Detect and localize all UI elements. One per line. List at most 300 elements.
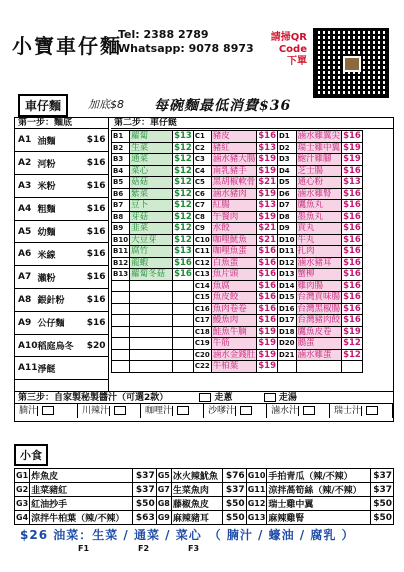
- item-price: $16: [258, 280, 276, 291]
- veg-line: $26 油菜：生菜 / 通菜 / 菜心 （ 腩汁 / 蠔油 / 腐乳 ）: [20, 528, 355, 542]
- step2-column: [111, 118, 393, 391]
- item-code: B6: [112, 188, 130, 200]
- item-name[interactable]: 炸魚皮: [30, 469, 133, 483]
- contact-info: [118, 28, 254, 56]
- item-code: C4: [193, 165, 211, 177]
- item-price: $16: [343, 280, 361, 291]
- item-name[interactable]: 魚腐: [211, 280, 257, 292]
- item-price: $12: [174, 177, 192, 187]
- item-code: A1: [15, 129, 38, 152]
- topping-row: [112, 326, 363, 338]
- step2-title: 第二步：車仔餸: [111, 118, 393, 129]
- item-code: A10: [15, 334, 38, 357]
- item-code: D17: [278, 316, 295, 324]
- item-code: D4: [277, 165, 296, 177]
- item-price: $50: [223, 511, 246, 525]
- noodle-base-table: [15, 129, 108, 380]
- topping-row: [112, 349, 363, 361]
- item-name[interactable]: 瑞士雞中翼: [267, 497, 370, 511]
- item-code: C8: [193, 211, 211, 223]
- item-price: $21: [258, 223, 276, 233]
- item-price: $13: [258, 142, 276, 153]
- item-price: $16: [343, 257, 361, 268]
- item-code: A6: [15, 243, 38, 266]
- item-price: $21: [258, 177, 276, 187]
- item-name[interactable]: 滷水豬大腸: [212, 154, 256, 164]
- item-name[interactable]: 菇菇: [130, 177, 173, 189]
- snack-row: [15, 497, 394, 511]
- item-code: G9: [156, 511, 171, 525]
- qr-code[interactable]: [313, 28, 389, 98]
- item-price: $12: [174, 142, 192, 153]
- item-code: A7: [15, 266, 38, 289]
- item-price: $12: [174, 234, 192, 245]
- item-price: $16: [84, 289, 108, 312]
- item-price: $19: [258, 349, 276, 360]
- item-price: $50: [223, 497, 246, 511]
- whatsapp[interactable]: Whatsapp: 9078 8973: [118, 42, 254, 55]
- item-code: D2: [277, 142, 296, 154]
- item-code: [277, 361, 296, 373]
- item-name[interactable]: 南乳豬手: [211, 165, 257, 177]
- item-price: $16: [343, 234, 361, 245]
- item-price: $16: [258, 303, 276, 314]
- item-code: B13: [113, 270, 129, 278]
- item-name[interactable]: 鮑汁雞腳: [296, 154, 342, 166]
- item-price: $16: [343, 131, 361, 141]
- item-name[interactable]: 芽菇: [130, 211, 173, 223]
- item-name[interactable]: 蘿蔔: [130, 131, 173, 143]
- item-code: D11: [278, 247, 295, 255]
- item-price: $19: [258, 326, 276, 337]
- topping-row: [112, 361, 363, 373]
- item-name: [296, 361, 342, 373]
- item-name[interactable]: 滷水雞蛋: [296, 349, 342, 361]
- item-name[interactable]: 腐竹: [130, 246, 173, 258]
- item-price: $16: [84, 243, 108, 266]
- item-code: B11: [113, 247, 129, 255]
- item-price: [173, 326, 194, 338]
- item-name[interactable]: 鰻魚肉: [211, 315, 257, 327]
- item-name[interactable]: 菜心: [130, 165, 173, 177]
- item-name[interactable]: 豆卜: [130, 200, 173, 212]
- sauce-option[interactable]: [330, 404, 393, 418]
- item-name: [130, 303, 173, 315]
- snack-row: [15, 483, 394, 497]
- topping-row: [112, 142, 363, 154]
- item-name: 米粉: [38, 175, 84, 198]
- checkbox[interactable]: [177, 406, 189, 415]
- item-name: 幼麵: [38, 220, 84, 243]
- item-price: $19: [258, 165, 276, 176]
- item-name[interactable]: 藤椒魚皮: [171, 497, 222, 511]
- item-price: $50: [370, 497, 393, 511]
- menu-main: [14, 117, 394, 392]
- step1-title: 第一步：麵底: [15, 118, 108, 129]
- noodle-base-row[interactable]: [15, 311, 108, 334]
- noodle-base-row[interactable]: [15, 289, 108, 312]
- item-name[interactable]: 生菜: [130, 142, 173, 154]
- item-code: [112, 292, 130, 304]
- item-price: $12: [174, 211, 192, 222]
- item-name: 油麵: [38, 129, 84, 152]
- step3-title: 第三步：自家製秘製醬汁（可選2款）: [18, 393, 169, 403]
- item-name[interactable]: 韭菜豬紅: [30, 483, 133, 497]
- step1-column: [15, 118, 109, 391]
- item-code: D1: [277, 131, 296, 143]
- noodle-base-row[interactable]: [15, 152, 108, 175]
- item-name[interactable]: 貢丸: [296, 223, 342, 235]
- item-code: [112, 349, 130, 361]
- checkbox[interactable]: [114, 406, 126, 415]
- item-code: C20: [194, 350, 210, 359]
- item-name[interactable]: 雞肉腸: [296, 280, 342, 292]
- item-price: $16: [84, 197, 108, 220]
- item-price: $20: [84, 334, 108, 357]
- snack-section: [14, 444, 394, 525]
- item-code: [112, 280, 130, 292]
- item-price: $19: [258, 211, 276, 222]
- item-code: D5: [277, 177, 296, 189]
- item-name: 銀針粉: [38, 289, 84, 312]
- topping-row: [112, 315, 363, 327]
- item-price: $16: [174, 257, 192, 268]
- noodle-base-row[interactable]: [15, 266, 108, 289]
- sauce-label: 腩汁: [19, 406, 38, 416]
- item-name[interactable]: 滷水金錢肚: [212, 349, 256, 360]
- item-name[interactable]: 黑胡椒軟骨: [212, 177, 256, 187]
- item-code: G11: [246, 483, 267, 497]
- item-price: $50: [370, 511, 393, 525]
- item-code: G12: [246, 497, 267, 511]
- item-price: [342, 361, 363, 373]
- item-name[interactable]: 咖哩魷魚: [211, 234, 257, 246]
- qr-caption-line1: 請掃QR Code: [270, 32, 307, 55]
- item-price: $37: [223, 483, 246, 497]
- item-code: C13: [194, 270, 210, 278]
- item-code: G10: [246, 469, 267, 483]
- item-price: $16: [84, 152, 108, 175]
- item-price: $21: [258, 234, 276, 245]
- item-name[interactable]: 豬皮: [211, 131, 257, 143]
- item-name: 米線: [38, 243, 84, 266]
- item-code: G2: [15, 483, 30, 497]
- item-price: $63: [133, 511, 156, 525]
- checkbox[interactable]: [240, 406, 252, 415]
- item-name[interactable]: 紅腸: [211, 200, 257, 212]
- item-code: B8: [112, 211, 130, 223]
- topping-row: [112, 280, 363, 292]
- code-f2: F2: [138, 544, 150, 553]
- item-name: 粗麵: [38, 197, 84, 220]
- snack-row: [15, 511, 394, 525]
- item-price: $13: [174, 246, 192, 256]
- item-name[interactable]: 瑞士雞中翼: [297, 142, 341, 153]
- item-name[interactable]: 鵝蛋: [296, 338, 342, 350]
- item-name[interactable]: 魚片頭: [211, 269, 257, 281]
- item-name[interactable]: 水餃: [211, 223, 257, 235]
- item-price: $12: [174, 188, 192, 199]
- checkbox[interactable]: [366, 406, 378, 415]
- item-name: [130, 315, 173, 327]
- topping-row: [112, 131, 363, 143]
- topping-row: [112, 177, 363, 189]
- item-name[interactable]: 韭菜: [130, 223, 173, 235]
- item-code: A3: [15, 175, 38, 198]
- item-name[interactable]: 通菜: [130, 154, 173, 166]
- topping-row: [112, 234, 363, 246]
- item-name[interactable]: 大豆芽: [130, 234, 173, 246]
- item-price: $13: [343, 177, 361, 187]
- item-name[interactable]: 台灣貢味腸: [297, 292, 341, 302]
- item-name[interactable]: 牛筋: [211, 338, 257, 350]
- item-name[interactable]: 午餐肉: [211, 211, 257, 223]
- topping-row: [112, 165, 363, 177]
- item-price: $19: [343, 142, 361, 153]
- topping-row: [112, 303, 363, 315]
- item-code: B4: [112, 165, 130, 177]
- item-price: $16: [84, 175, 108, 198]
- item-price: [173, 292, 194, 304]
- item-code: [112, 326, 130, 338]
- item-code: D13: [278, 270, 295, 278]
- noodle-base-row[interactable]: [15, 243, 108, 266]
- item-code: B5: [112, 177, 130, 189]
- item-price: $16: [84, 311, 108, 334]
- item-price: $16: [84, 266, 108, 289]
- item-name[interactable]: 咖哩魚蛋: [211, 246, 257, 258]
- item-code: A5: [15, 220, 38, 243]
- item-price: $16: [174, 269, 192, 279]
- item-price: $19: [258, 154, 276, 164]
- sauce-option[interactable]: [78, 404, 141, 418]
- item-code: B10: [113, 235, 129, 244]
- item-code: C14: [194, 281, 210, 290]
- item-name[interactable]: 麻辣雞腎: [267, 511, 370, 525]
- item-name[interactable]: 牛丸: [296, 234, 342, 246]
- item-name: 稻庭烏冬: [38, 334, 84, 357]
- item-name[interactable]: 墨魚丸: [296, 211, 342, 223]
- item-code: B1: [112, 131, 130, 143]
- toppings-table: [111, 130, 363, 373]
- no-soup-option[interactable]: [264, 393, 297, 403]
- item-name[interactable]: 龍蝦: [130, 257, 173, 269]
- noodle-base-row[interactable]: [15, 197, 108, 220]
- item-code: G8: [156, 497, 171, 511]
- topping-row: [112, 338, 363, 350]
- item-price: $16: [343, 246, 361, 256]
- noodle-bar: [14, 94, 394, 114]
- no-scallion-option[interactable]: [199, 393, 232, 403]
- item-name[interactable]: 蘿蔔冬菇: [130, 269, 173, 281]
- checkbox[interactable]: [264, 393, 276, 402]
- topping-row: [112, 292, 363, 304]
- qr-caption: [247, 32, 307, 68]
- item-price: $16: [84, 129, 108, 152]
- noodle-base-row[interactable]: [15, 129, 108, 152]
- topping-row: [112, 188, 363, 200]
- item-name: 公仔麵: [38, 311, 84, 334]
- item-price: $37: [370, 483, 393, 497]
- item-price: $19: [258, 338, 276, 348]
- item-price: $16: [343, 292, 361, 302]
- item-price: $19: [343, 326, 361, 337]
- item-name: [130, 349, 173, 361]
- item-code: D15: [278, 293, 295, 301]
- sauce-label: 咖哩汁: [145, 406, 173, 416]
- item-code: C7: [193, 200, 211, 212]
- item-name[interactable]: 涼拌萵筍絲（辣/不辣）: [267, 483, 370, 497]
- item-name[interactable]: 麻辣豬耳: [171, 511, 222, 525]
- item-code: D10: [278, 235, 295, 244]
- item-code: D3: [277, 154, 296, 166]
- item-price: $16: [343, 165, 361, 176]
- item-price: [173, 338, 194, 350]
- checkbox[interactable]: [303, 406, 315, 415]
- item-code: G7: [156, 483, 171, 497]
- item-price: $37: [370, 469, 393, 483]
- item-code: [112, 303, 130, 315]
- item-name[interactable]: 涼拌牛柏葉（辣/不辣）: [30, 511, 133, 525]
- item-name[interactable]: 紅油抄手: [30, 497, 133, 511]
- item-name[interactable]: 滷水雞翼尖: [297, 131, 341, 141]
- item-code: B7: [112, 200, 130, 212]
- item-name[interactable]: 鷹魚皮卷: [296, 326, 342, 338]
- item-name[interactable]: 蟹柳: [296, 269, 342, 281]
- snack-table: [14, 468, 394, 525]
- item-price: $37: [133, 469, 156, 483]
- item-price: [173, 361, 194, 373]
- item-price: [84, 357, 108, 380]
- item-name: [130, 292, 173, 304]
- item-name[interactable]: 通心粉: [296, 177, 342, 189]
- step3-header: [15, 392, 393, 404]
- item-price: $12: [174, 223, 192, 233]
- item-name[interactable]: 魚肉卷卷: [211, 303, 257, 315]
- item-code: B12: [113, 258, 129, 267]
- item-price: $16: [343, 315, 361, 325]
- noodle-base-row[interactable]: [15, 175, 108, 198]
- item-price: [173, 315, 194, 327]
- brand-name: 小寶車仔麵: [12, 34, 122, 58]
- item-price: [173, 280, 194, 292]
- item-name[interactable]: 冰火辣魷魚: [171, 469, 222, 483]
- item-price: $13: [258, 200, 276, 210]
- header: [0, 0, 404, 86]
- item-price: $12: [174, 154, 192, 164]
- item-name[interactable]: 魚皮餃: [211, 292, 257, 304]
- topping-row: [112, 246, 363, 258]
- noodle-base-row[interactable]: [15, 220, 108, 243]
- sauce-option[interactable]: [15, 404, 78, 418]
- item-name: [130, 326, 173, 338]
- item-code: G13: [246, 511, 267, 525]
- item-name[interactable]: 豬紅: [211, 142, 257, 154]
- item-name[interactable]: 扎肉: [296, 246, 342, 258]
- noodle-base-row[interactable]: [15, 357, 108, 380]
- noodle-tag: 車仔麵: [18, 94, 68, 117]
- item-name[interactable]: 鷹魚丸: [296, 200, 342, 212]
- item-price: $12: [174, 165, 192, 176]
- item-name[interactable]: 台灣豬肉餃: [297, 315, 341, 325]
- item-code: G5: [156, 469, 171, 483]
- min-spend: 每碗麵最低消費$36: [154, 98, 292, 114]
- topping-row: [112, 200, 363, 212]
- code-f3: F3: [188, 544, 200, 553]
- item-code: C17: [194, 316, 210, 324]
- topping-row: [112, 154, 363, 166]
- sauce-label: 沙嗲汁: [208, 406, 236, 416]
- item-price: $16: [84, 220, 108, 243]
- item-name[interactable]: 手拍青瓜（辣/不辣）: [267, 469, 370, 483]
- item-price: $16: [343, 303, 361, 314]
- item-name[interactable]: 紫菜: [130, 188, 173, 200]
- item-price: $16: [343, 200, 361, 210]
- item-code: C15: [194, 293, 210, 301]
- item-price: $37: [133, 483, 156, 497]
- checkbox[interactable]: [42, 406, 54, 415]
- item-code: C3: [193, 154, 211, 166]
- item-name: [130, 338, 173, 350]
- item-name[interactable]: 台灣黑椒腸: [297, 303, 341, 314]
- item-name[interactable]: 滷水豬肉: [211, 188, 257, 200]
- item-name[interactable]: 牛柏葉: [211, 361, 257, 373]
- sauce-option[interactable]: [204, 404, 267, 418]
- item-code: A4: [15, 197, 38, 220]
- item-name[interactable]: 滷水豬耳: [296, 257, 342, 269]
- snack-row: [15, 469, 394, 483]
- item-name[interactable]: 滷水雞腎: [296, 188, 342, 200]
- noodle-base-row[interactable]: [15, 334, 108, 357]
- item-price: $16: [258, 292, 276, 302]
- item-price: $19: [343, 154, 361, 164]
- item-code: C16: [194, 304, 210, 313]
- item-code: D7: [277, 200, 296, 212]
- item-price: [173, 349, 194, 361]
- item-price: $16: [258, 269, 276, 279]
- item-code: C19: [194, 339, 210, 347]
- addon-price: 加底$8: [88, 98, 124, 111]
- sauce-option[interactable]: [141, 404, 204, 418]
- item-name[interactable]: 鮭魚牛腩: [211, 326, 257, 338]
- item-price: $12: [343, 338, 361, 348]
- checkbox[interactable]: [199, 393, 211, 402]
- item-name[interactable]: 生菜魚肉: [171, 483, 222, 497]
- item-code: A2: [15, 152, 38, 175]
- item-price: $50: [133, 497, 156, 511]
- sauce-option[interactable]: [267, 404, 330, 418]
- item-code: D12: [278, 258, 295, 267]
- item-code: [112, 315, 130, 327]
- item-code: A8: [15, 289, 38, 312]
- item-name[interactable]: 芝士腸: [296, 165, 342, 177]
- item-code: G3: [15, 497, 30, 511]
- item-price: $12: [174, 200, 192, 210]
- sauce-label: 滷水汁: [271, 406, 299, 416]
- topping-row: [112, 269, 363, 281]
- telephone[interactable]: Tel: 2388 2789: [118, 28, 209, 41]
- item-code: A9: [15, 311, 38, 334]
- item-code: [112, 361, 130, 373]
- item-code: D21: [278, 350, 295, 359]
- no-scallion-label: 走蔥: [214, 393, 233, 403]
- topping-row: [112, 211, 363, 223]
- item-code: D20: [278, 339, 295, 347]
- no-soup-label: 走湯: [278, 393, 297, 403]
- item-price: $16: [258, 131, 276, 141]
- item-name[interactable]: 白魚蛋: [211, 257, 257, 269]
- topping-row: [112, 223, 363, 235]
